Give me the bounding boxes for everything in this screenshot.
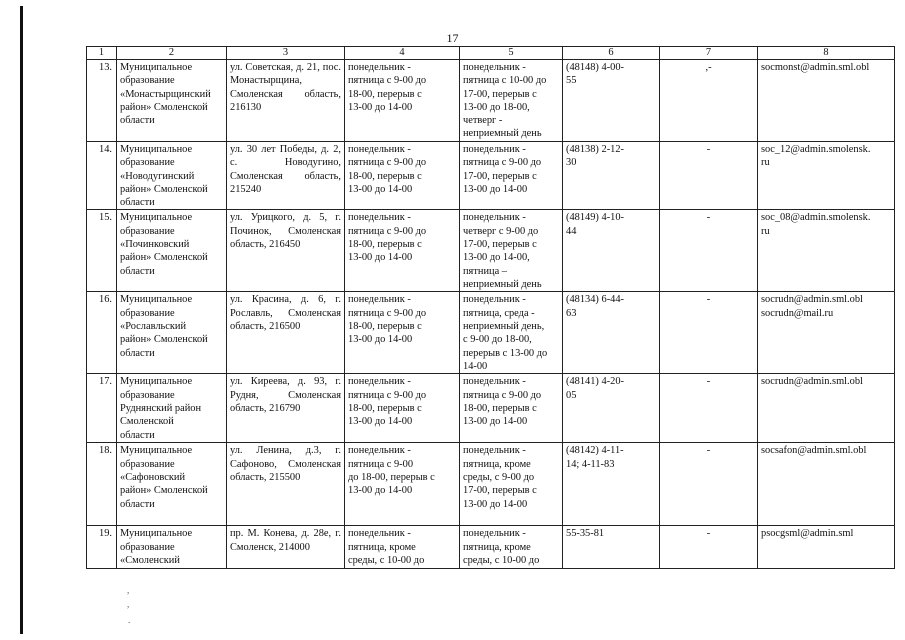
work-schedule: понедельник - пятница с 9-00 до 18-00, перерыв с 13-00 до 14-00 <box>345 443 460 526</box>
reception-schedule: понедельник - пятница, кроме среды, с 10-00 до <box>460 526 563 569</box>
municipality-name: Муниципальное образование «Сафоновский район» Смоленской области <box>117 443 227 526</box>
fax-cell: - <box>660 374 758 443</box>
phone-cell: (48134) 6-44- 63 <box>563 292 660 374</box>
fax-cell: ,- <box>660 60 758 142</box>
table-row <box>87 374 895 443</box>
fax-cell: - <box>660 210 758 292</box>
table-row <box>87 292 895 374</box>
phone-cell: (48148) 4-00- 55 <box>563 60 660 142</box>
header-cell: 1 <box>87 47 117 60</box>
table-row <box>87 443 895 526</box>
email-cell: psocgsml@admin.sml <box>758 526 895 569</box>
email-cell: socrudn@admin.sml.obl <box>758 374 895 443</box>
work-schedule: понедельник - пятница с 9-00 до 18-00, перерыв с 13-00 до 14-00 <box>345 374 460 443</box>
fax-cell: - <box>660 142 758 210</box>
work-schedule: понедельник - пятница с 9-00 до 18-00, перерыв с 13-00 до 14-00 <box>345 210 460 292</box>
address-cell: ул. Советская, д. 21, пос. Монастырщина, Смоленская область, 216130 <box>227 60 345 142</box>
municipality-name: Муниципальное образование «Новодугинский район» Смоленской области <box>117 142 227 210</box>
contacts-table <box>86 46 895 569</box>
row-number: 19. <box>87 526 117 569</box>
phone-cell: 55-35-81 <box>563 526 660 569</box>
work-schedule: понедельник - пятница, кроме среды, с 10-00 до <box>345 526 460 569</box>
address-cell: ул. Киреева, д. 93, г. Рудня, Смоленская область, 216790 <box>227 374 345 443</box>
header-cell: 8 <box>758 47 895 60</box>
address-cell: пр. М. Конева, д. 28е, г. Смоленск, 214000 <box>227 526 345 569</box>
address-cell: ул. Урицкого, д. 5, г. Починок, Смоленская область, 216450 <box>227 210 345 292</box>
address-cell: ул. 30 лет Победы, д. 2, с. Новодугино, Смоленская область, 215240 <box>227 142 345 210</box>
table-row <box>87 142 895 210</box>
phone-cell: (48142) 4-11- 14; 4-11-83 <box>563 443 660 526</box>
reception-schedule: понедельник - пятница с 9-00 до 17-00, перерыв с 13-00 до 14-00 <box>460 142 563 210</box>
header-cell: 5 <box>460 47 563 60</box>
header-cell: 2 <box>117 47 227 60</box>
fax-cell: - <box>660 526 758 569</box>
table-row <box>87 60 895 142</box>
municipality-name: Муниципальное образование «Смоленский <box>117 526 227 569</box>
work-schedule: понедельник - пятница с 9-00 до 18-00, перерыв с 13-00 до 14-00 <box>345 60 460 142</box>
table-row <box>87 210 895 292</box>
work-schedule: понедельник - пятница с 9-00 до 18-00, перерыв с 13-00 до 14-00 <box>345 292 460 374</box>
email-cell: socsafon@admin.sml.obl <box>758 443 895 526</box>
header-cell: 3 <box>227 47 345 60</box>
header-cell: 7 <box>660 47 758 60</box>
reception-schedule: понедельник - пятница с 9-00 до 18-00, перерыв с 13-00 до 14-00 <box>460 374 563 443</box>
row-number: 13. <box>87 60 117 142</box>
phone-cell: (48149) 4-10- 44 <box>563 210 660 292</box>
row-number: 17. <box>87 374 117 443</box>
header-cell: 6 <box>563 47 660 60</box>
email-cell: soc_08@admin.smolensk. ru <box>758 210 895 292</box>
row-number: 18. <box>87 443 117 526</box>
email-cell: socrudn@admin.sml.obl socrudn@mail.ru <box>758 292 895 374</box>
email-cell: socmonst@admin.sml.obl <box>758 60 895 142</box>
row-number: 15. <box>87 210 117 292</box>
address-cell: ул. Красина, д. 6, г. Рославль, Смоленская область, 216500 <box>227 292 345 374</box>
scan-speck: . <box>128 615 131 625</box>
page-number: 17 <box>446 31 459 45</box>
reception-schedule: понедельник - пятница с 10-00 до 17-00, перерыв с 13-00 до 18-00, четверг - неприемный день <box>460 60 563 142</box>
header-cell: 4 <box>345 47 460 60</box>
scan-speck: , <box>127 599 130 609</box>
reception-schedule: понедельник - пятница, среда - неприемный день, с 9-00 до 18-00, перерыв с 13-00 до 14-00 <box>460 292 563 374</box>
fax-cell: - <box>660 292 758 374</box>
page-margin-rule <box>20 6 23 634</box>
reception-schedule: понедельник - пятница, кроме среды, с 9-00 до 17-00, перерыв с 13-00 до 14-00 <box>460 443 563 526</box>
work-schedule: понедельник - пятница с 9-00 до 18-00, перерыв с 13-00 до 14-00 <box>345 142 460 210</box>
row-number: 16. <box>87 292 117 374</box>
table-header-row <box>87 47 895 60</box>
table-row <box>87 526 895 569</box>
municipality-name: Муниципальное образование Руднянский район Смоленской области <box>117 374 227 443</box>
email-cell: soc_12@admin.smolensk. ru <box>758 142 895 210</box>
municipality-name: Муниципальное образование «Рославльский район» Смоленской области <box>117 292 227 374</box>
municipality-name: Муниципальное образование «Починковский район» Смоленской области <box>117 210 227 292</box>
phone-cell: (48138) 2-12- 30 <box>563 142 660 210</box>
scan-speck: , <box>127 585 130 595</box>
phone-cell: (48141) 4-20- 05 <box>563 374 660 443</box>
municipality-name: Муниципальное образование «Монастырщинский район» Смоленской области <box>117 60 227 142</box>
address-cell: ул. Ленина, д.3, г. Сафоново, Смоленская область, 215500 <box>227 443 345 526</box>
reception-schedule: понедельник - четверг с 9-00 до 17-00, перерыв с 13-00 до 14-00, пятница – неприемный день <box>460 210 563 292</box>
row-number: 14. <box>87 142 117 210</box>
fax-cell: - <box>660 443 758 526</box>
